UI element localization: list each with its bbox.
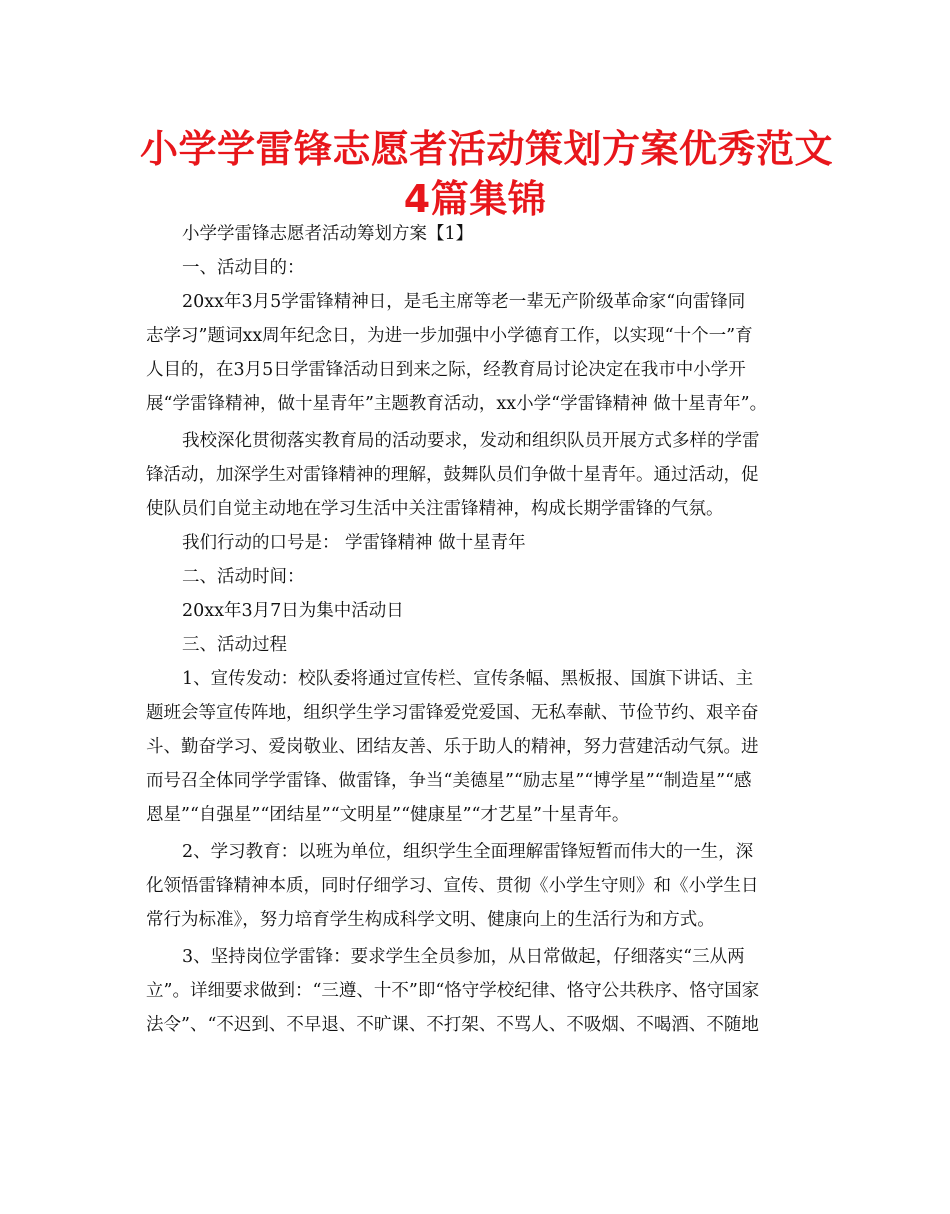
document-title — [140, 124, 834, 224]
text-line: 恩星”“自强星”“团结星”“文明星”“健康星”“才艺星”十星青年。 — [146, 805, 630, 825]
text-line: 1、宣传发动：校队委将通过宣传栏、宣传条幅、黑板报、国旗下讲话、主 — [182, 669, 754, 689]
text-line: 化领悟雷锋精神本质，同时仔细学习、宣传、贯彻《小学生守则》和《小学生日 — [146, 876, 759, 896]
text-line: 小学学雷锋志愿者活动筹划方案【1】 — [182, 224, 474, 244]
text-line: 使队员们自觉主动地在学习生活中关注雷锋精神，构成长期学雷锋的气氛。 — [146, 499, 724, 519]
title-line-1: 小学学雷锋志愿者活动策划方案优秀范文 — [140, 127, 834, 171]
text-line: 20xx年3月7日为集中活动日 — [182, 601, 404, 621]
text-line: 我们行动的口号是： 学雷锋精神 做十星青年 — [182, 533, 526, 553]
text-line: 斗、勤奋学习、爱岗敬业、团结友善、乐于助人的精神，努力营建活动气氛。进 — [146, 737, 759, 757]
text-line: 题班会等宣传阵地，组织学生学习雷锋爱党爱国、无私奉献、节俭节约、艰辛奋 — [146, 703, 759, 723]
text-line: 立”。详细要求做到：“三遵、十不”即“恪守学校纪律、恪守公共秩序、恪守国家 — [146, 981, 760, 1001]
document-body — [146, 217, 806, 1042]
text-line: 锋活动，加深学生对雷锋精神的理解，鼓舞队员们争做十星青年。通过活动，促 — [146, 465, 759, 485]
text-line: 常行为标准》，努力培育学生构成科学文明、健康向上的生活行为和方式。 — [146, 910, 715, 930]
text-line: 人目的，在3月5日学雷锋活动日到来之际，经教育局讨论决定在我市中小学开 — [146, 360, 746, 380]
text-line: 20xx年3月5学雷锋精神日，是毛主席等老一辈无产阶级革命家“向雷锋同 — [182, 292, 746, 312]
title-line-2: 4篇集锦 — [403, 177, 547, 221]
text-line: 三、活动过程 — [182, 635, 287, 655]
text-line: 一、活动目的： — [182, 258, 305, 278]
text-line: 法令”、“不迟到、不早退、不旷课、不打架、不骂人、不吸烟、不喝酒、不随地 — [146, 1015, 759, 1035]
text-line: 2、学习教育：以班为单位，组织学生全面理解雷锋短暂而伟大的一生，深 — [182, 842, 754, 862]
text-line: 3、坚持岗位学雷锋：要求学生全员参加，从日常做起，仔细落实“三从两 — [182, 947, 745, 967]
text-line: 志学习”题词xx周年纪念日，为进一步加强中小学德育工作，以实现“十个一”育 — [146, 326, 753, 346]
text-line: 而号召全体同学学雷锋、做雷锋，争当“美德星”“励志星”“博学星”“制造星”“感 — [146, 771, 752, 791]
text-line: 我校深化贯彻落实教育局的活动要求，发动和组织队员开展方式多样的学雷 — [182, 431, 760, 451]
text-line: 展“学雷锋精神，做十星青年”主题教育活动，xx小学“学雷锋精神 做十星青年”。 — [146, 394, 768, 414]
text-line: 二、活动时间： — [182, 567, 305, 587]
